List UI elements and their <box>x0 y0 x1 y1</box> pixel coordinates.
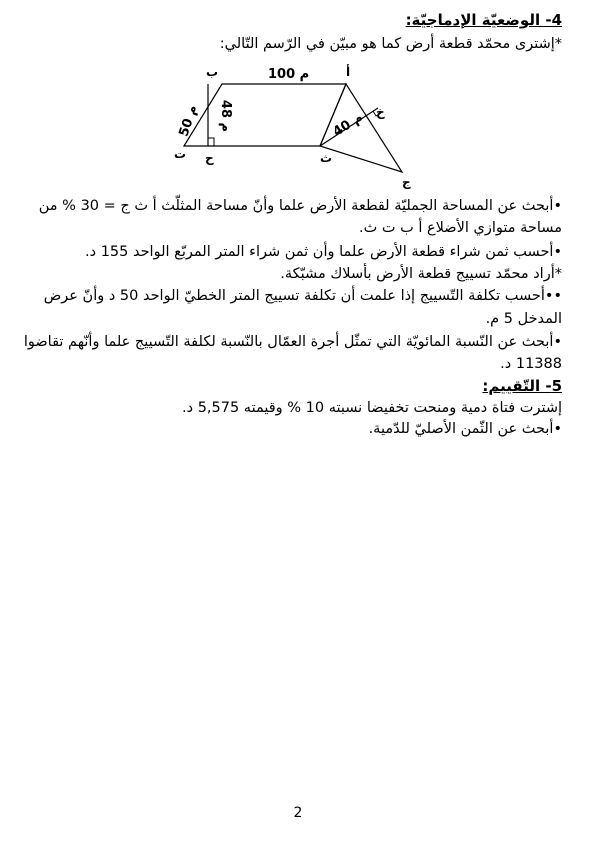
measure-top: 100 م <box>268 67 310 82</box>
vertex-label-t: ت <box>174 147 187 161</box>
vertex-label-h: ح <box>205 151 214 165</box>
land-plot-figure <box>170 62 420 190</box>
vertex-label-kh: خ <box>376 105 385 119</box>
right-angle-mark <box>208 138 214 146</box>
land-plot-diagram <box>170 62 420 190</box>
task1-line1: •أبحث عن المساحة الجمليّة لقطعة الأرض علما وأنّ مساحة المثلّث أ ث ج = 30 % من <box>38 198 562 214</box>
task4-line1: •أبحث عن النّسبة المائويّة التي تمثّل أجرة العمّال بالنّسبة لكلفة التّسييج علما وأنّهم تقاضوا <box>23 334 562 350</box>
task4-line2: 11388 د. <box>500 356 562 372</box>
task1-line2: مساحة متوازي الأضلاع أ ب ت ث. <box>358 220 562 236</box>
vertex-label-th: ث <box>320 151 333 165</box>
section4-intro: *إشترى محمّد قطعة أرض كما هو مبيّن في الرّسم التّالي: <box>219 36 562 52</box>
task3-line1: ••أحسب تكلفة التّسييج إذا علمت أن تكلفة تسييج المتر الخطيّ الواحد 50 د وأنّ عرض <box>43 288 562 304</box>
section5-line1: إشترت فتاة دمية ومنحت تخفيضا نسبته 10 % وقيمته 5,575 د. <box>182 400 562 416</box>
measure-height-triangle: 40 م <box>330 110 366 140</box>
section5-line2: •أبحث عن الثّمن الأصليّ للدّمية. <box>368 421 562 437</box>
vertex-label-b: ب <box>206 65 219 79</box>
section5-heading: 5- التّقييم: <box>482 377 562 395</box>
measure-slant: 50 م <box>176 103 201 139</box>
vertex-label-a: أ <box>346 65 351 79</box>
task3-line2: المدخل 5 م. <box>485 311 562 327</box>
page-number: 2 <box>293 805 303 821</box>
fencing-note: *أراد محمّد تسييج قطعة الأرض بأسلاك مشبّكة. <box>280 266 562 282</box>
vertex-label-j: ج <box>402 175 411 189</box>
section4-heading: 4- الوضعيّة الإدماجيّة: <box>405 11 562 29</box>
task2: •أحسب ثمن شراء قطعة الأرض علما وأن ثمن شراء المتر المربّع الواحد 155 د. <box>85 244 562 260</box>
measure-height-rect: 48 م <box>218 99 233 133</box>
